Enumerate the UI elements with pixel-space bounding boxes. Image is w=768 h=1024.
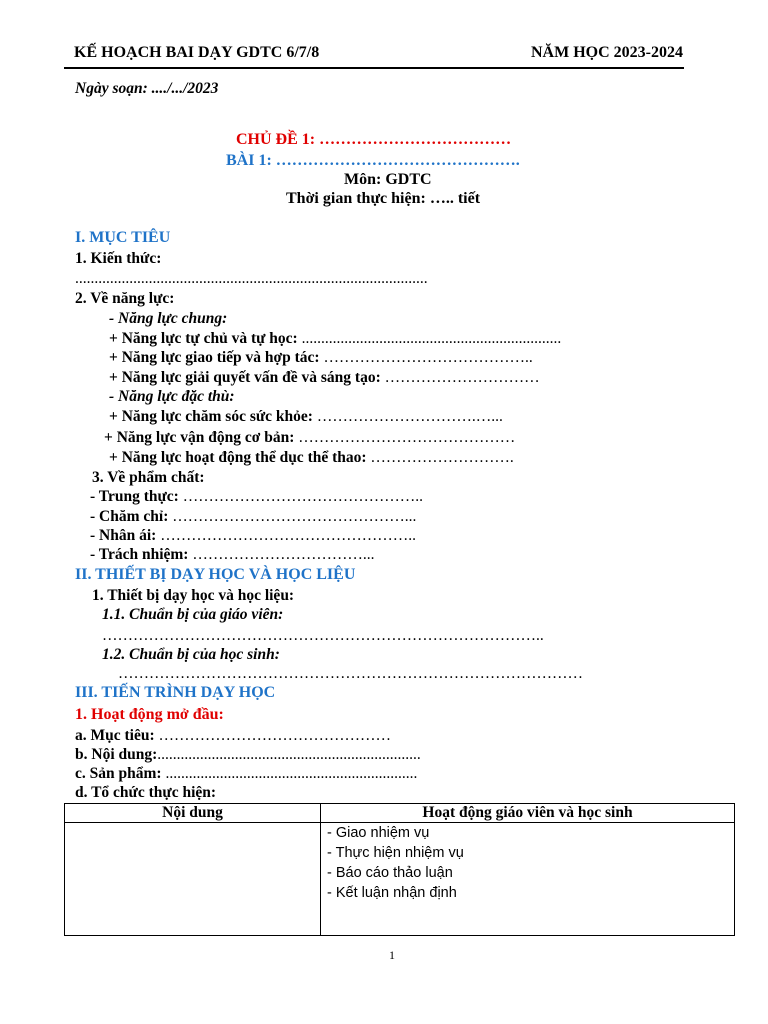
competence-label: 2. Về năng lực: (75, 290, 175, 307)
lesson-title: BÀI 1: ………………………………………. (226, 152, 520, 169)
specific-item-2 (104, 429, 515, 447)
general-item-1 (109, 330, 561, 348)
goal-line (75, 727, 391, 745)
section1-heading: I. MỤC TIÊU (75, 229, 171, 246)
specific-item-1-dots: ………………………….…... (312, 408, 503, 425)
quality-label: 3. Về phẩm chất: (92, 469, 205, 486)
general-item-1-label: + Năng lực tự chủ và tự học: (109, 330, 298, 347)
table-cell-content (65, 823, 321, 936)
content-label: b. Nội dung: (75, 746, 158, 763)
step-perform-task: - Thực hiện nhiệm vụ (327, 845, 464, 861)
goal-dots: ……………………………………… (154, 727, 392, 744)
quality-item-2-dots: ………………………………………... (168, 508, 417, 525)
topic-title: CHỦ ĐỀ 1: ……………………………… (236, 131, 512, 148)
knowledge-dots: ........................................................................................... (75, 270, 428, 287)
specific-item-3 (109, 449, 514, 467)
content-line (75, 746, 421, 764)
page-number: 1 (389, 948, 395, 962)
general-competence-label: - Năng lực chung: (109, 310, 228, 327)
subject-line: Môn: GDTC (344, 171, 432, 188)
student-prep-dots: ……………………………………………………………………………… (118, 665, 583, 682)
step-report-discuss: - Báo cáo thảo luận (327, 865, 453, 881)
quality-item-4-label: - Trách nhiệm: (90, 546, 189, 563)
quality-item-4 (90, 546, 374, 564)
table-header-row (65, 804, 735, 823)
header-left: KẾ HOẠCH BAI DẠY GDTC 6/7/8 (74, 44, 320, 61)
student-prep-label: 1.2. Chuẩn bị của học sinh: (102, 646, 280, 663)
quality-item-1 (90, 488, 423, 506)
quality-item-4-dots: ……………………………... (188, 546, 375, 563)
product-line (75, 765, 417, 783)
teacher-prep-label: 1.1. Chuẩn bị của giáo viên: (102, 606, 284, 623)
specific-item-2-dots: …………………………………… (294, 429, 516, 446)
general-item-2-dots: ………………………………….. (319, 349, 533, 366)
specific-item-2-label: + Năng lực vận động cơ bản: (104, 429, 295, 446)
specific-item-1-label: + Năng lực chăm sóc sức khỏe: (109, 408, 313, 425)
quality-item-2-label: - Chăm chỉ: (90, 508, 169, 525)
section2-heading: II. THIẾT BỊ DẠY HỌC VÀ HỌC LIỆU (75, 566, 356, 583)
goal-label: a. Mục tiêu: (75, 727, 155, 744)
specific-item-3-dots: ………………………. (366, 449, 514, 466)
quality-item-3-dots: ………………………………………….. (156, 527, 416, 544)
specific-competence-label: - Năng lực đặc thù: (109, 388, 235, 405)
general-item-1-dots: ................................................................... (297, 330, 562, 347)
duration-line: Thời gian thực hiện: ….. tiết (286, 190, 481, 207)
product-dots: ................................................................. (161, 765, 418, 782)
general-item-3-dots: ………………………… (380, 369, 540, 386)
header-rule (64, 67, 684, 69)
product-label: c. Sản phẩm: (75, 765, 162, 782)
table-header-activities: Hoạt động giáo viên và học sinh (321, 804, 735, 823)
content-dots: .................................................................... (157, 746, 421, 763)
specific-item-3-label: + Năng lực hoạt động thể dục thể thao: (109, 449, 367, 466)
quality-item-3 (90, 527, 416, 545)
general-item-3 (109, 369, 540, 387)
quality-item-3-label: - Nhân ái: (90, 527, 157, 544)
table-cell-activities (321, 823, 735, 936)
section3-heading: III. TIẾN TRÌNH DẠY HỌC (75, 684, 276, 701)
quality-item-1-label: - Trung thực: (90, 488, 179, 505)
quality-item-1-dots: ……………………………………….. (178, 488, 423, 505)
specific-item-1 (109, 408, 503, 426)
step-assign-task: - Giao nhiệm vụ (327, 825, 430, 841)
knowledge-label: 1. Kiến thức: (75, 250, 162, 267)
header-right: NĂM HỌC 2023-2024 (531, 44, 683, 61)
date-line: Ngày soạn: ..../.../2023 (75, 80, 219, 97)
activity-table (64, 803, 735, 936)
equipment-label: 1. Thiết bị dạy học và học liệu: (92, 587, 295, 604)
activity-heading: 1. Hoạt động mở đầu: (75, 706, 224, 723)
general-item-3-label: + Năng lực giải quyết vấn đề và sáng tạo: (109, 369, 381, 386)
general-item-2-label: + Năng lực giao tiếp và hợp tác: (109, 349, 320, 366)
table-row (65, 823, 735, 936)
teacher-prep-dots: ………………………………………………………………………….. (102, 627, 544, 644)
step-conclude: - Kết luận nhận định (327, 885, 457, 901)
table-header-content: Nội dung (65, 804, 321, 823)
quality-item-2 (90, 508, 416, 526)
general-item-2 (109, 349, 533, 367)
organize-label: d. Tổ chức thực hiện: (75, 784, 217, 801)
